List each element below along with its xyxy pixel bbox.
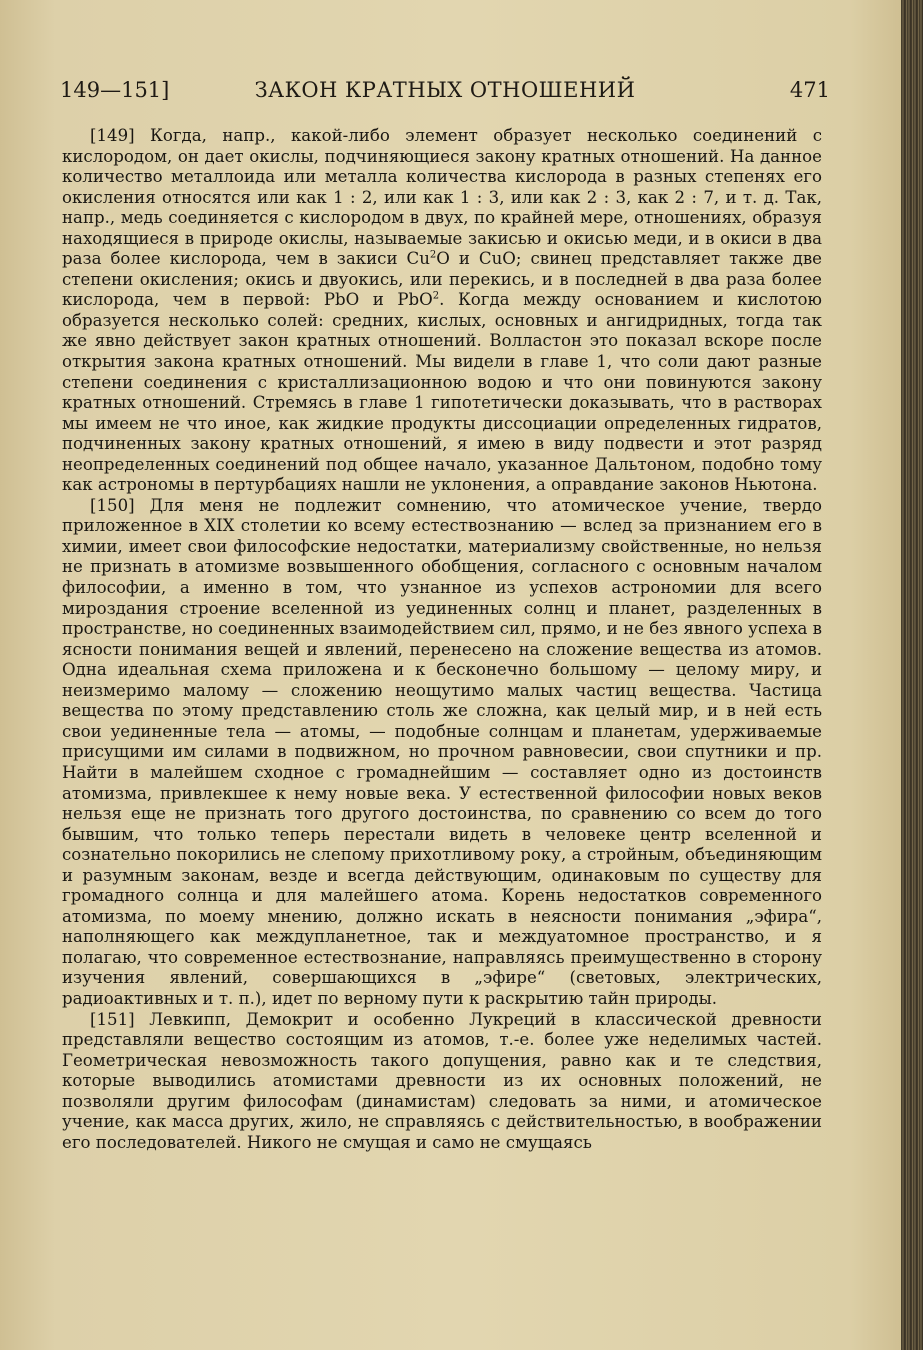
subscript-number: 2 [429,249,437,261]
paragraph-151: [151] Левкипп, Демокрит и особенно Лукреций в классической древности представляли вещество состоящим из атомов, т.-е. более уже неделимых частей. Геометрическая невозможность такого допущения, равно как и те следствия, которые выводились атомистами древности из их основных положений, не позволяли другим философам (динамистам) следовать за ними, и атомическое учение, как масса других, жило, не справляясь с действительностью, в воображении его последователей. Никого не смущая и само не смущаясь [62,1009,822,1152]
paragraph-149 [62,126,822,496]
book-binding-edge [901,0,923,1350]
subscript-number: 2 [432,290,440,302]
running-header [60,78,830,112]
section-range: 149—151] [60,78,170,102]
paragraph-150: [150] Для меня не подлежит сомнению, что атомическое учение, твердо приложенное в XIX столетии ко всему естествознанию — вслед за признанием его в химии, имеет свои философские недостатки, материализму свойственные, но нельзя не признать в атомизме возвышенного обобщения, согласного с основным началом философии, а именно в том, что узнанное из успехов астрономии для всего мироздания строение вселенной из уединенных солнц и планет, разделенных в пространстве, но соединенных взаимодействием сил, прямо, и не без явного успеха в ясности понимания вещей и явлений, перенесено на сложение вещества из атомов. Одна идеальная схема приложена и к бесконечно большому — целому миру, и неизмеримо малому — сложению неощутимо малых частиц вещества. Частица вещества по этому представлению столь же сложна, как целый мир, и в ней есть свои уединенные тела — атомы, — подобные солнцам и планетам, удерживаемые присущими им силами в подвижном, но прочном равновесии, свои спутники и пр. Найти в малейшем сходное с громаднейшим — составляет одно из достоинств атомизма, привлекшее к нему новые века. У естественной философии новых веков нельзя еще не признать того другого достоинства, по сравнению со всем до того бывшим, что только теперь перестали видеть в человеке центр вселенной и сознательно покорились не слепому прихотливому року, а стройным, объединяющим и разумным законам, везде и всегда действующим, одинаковым по существу для громадного солнца и для малейшего атома. Корень недостатков современного атомизма, по моему мнению, должно искать в неясности понимания „эфира“, наполняющего как междупланетное, так и междуатомное пространство, и я полагаю, что современное естествознание, направляясь преимущественно в сторону изучения явлений, совершающихся в „эфире“ (световых, электрических, радиоактивных и т. п.), идет по верному пути к раскрытию тайн природы. [62,495,822,1008]
page-body [62,126,822,1153]
paragraph-149-part3: . Когда между основанием и кислотою образуется несколько солей: средних, кислых, основных и ангидридных, тогда так же явно действует закон кратных отношений. Волластон это показал вскоре после открытия закона кратных отношений. Мы видели в главе 1, что соли дают разные степени соединения с кристаллизационною водою и что они повинуются закону кратных отношений. Стремясь в главе 1 гипотетически доказывать, что в растворах мы имеем не что иное, как жидкие продукты диссоциации определенных гидратов, подчиненных закону кратных отношений, я имею в виду подвести и этот разряд неопределенных соединений под общее начало, указанное Дальтоном, подобно тому как астрономы в пертурбациях нашли не уклонения, а оправдание законов Ньютона. [62,290,822,495]
running-title: ЗАКОН КРАТНЫХ ОТНОШЕНИЙ [254,78,636,102]
paragraph-149-part2: O и CuO; свинец представляет также две степени окисления; окись и двуокись, или перекись, и в последней в два раза более кислорода, чем в первой: PbO и PbO [62,249,822,310]
page-number: 471 [789,78,830,102]
paragraph-149-part1: [149] Когда, напр., какой-либо элемент образует несколько соединений с кислородом, он дает окислы, подчиняющиеся закону кратных отношений. На данное количество металлоида или металла количества кислорода в разных степенях его окисления относятся или как 1 : 2, или как 1 : 3, или как 2 : 3, как 2 : 7, и т. д. Так, напр., медь соединяется с кислородом в двух, по крайней мере, отношениях, образуя находящиеся в природе окислы, называемые закисью и окисью меди, и в окиси в два раза более кислорода, чем в закиси Cu [62,126,822,269]
